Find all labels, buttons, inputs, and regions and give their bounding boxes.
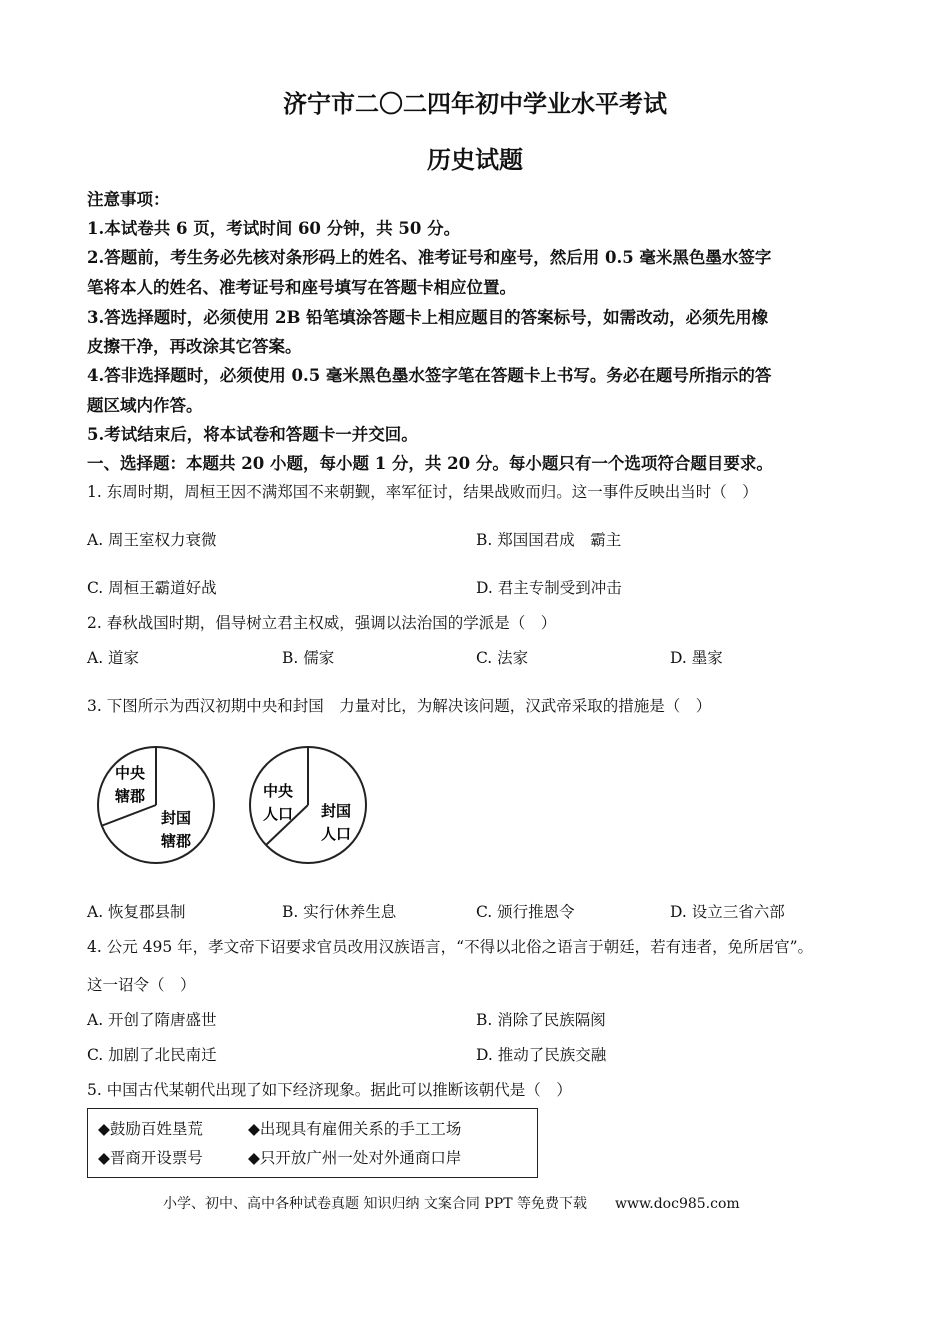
question-4-stem-cont: 这一诏令（ ） (87, 976, 196, 994)
material-item: ◆出现具有雇佣关系的手工工场 (248, 1120, 462, 1138)
question-2-stem: 2. 春秋战国时期，倡导树立君主权威，强调以法治国的学派是（ ） (87, 614, 557, 632)
pie2-label-b2: 人口 (320, 825, 352, 843)
page-footer: 小学、初中、高中各种试卷真题 知识归纳 文案合同 PPT 等免费下载 www.doc985.com (163, 1196, 740, 1212)
note-line: 皮擦干净，再改涂其它答案。 (87, 337, 302, 356)
note-line: 5.考试结束后，将本试卷和答题卡一并交回。 (87, 425, 418, 444)
pie1-label-b1: 封国 (160, 809, 192, 827)
question-2-option-d: D. 墨家 (670, 649, 723, 667)
question-3-option-d: D. 设立三省六部 (670, 903, 785, 921)
pie-central-vs-feudal-counties (98, 747, 214, 863)
note-line: 题区域内作答。 (87, 396, 203, 415)
question-2-option-b: B. 儒家 (282, 649, 335, 667)
pie2-label-a2: 人口 (262, 805, 294, 823)
question-2-option-a: A. 道家 (87, 649, 140, 667)
question-3-stem: 3. 下图所示为西汉初期中央和封国 力量对比，为解决该问题，汉武帝采取的措施是（ ） (87, 697, 712, 715)
question-3-option-a: A. 恢复郡县制 (87, 903, 186, 921)
question-1-option-a: A. 周王室权力衰微 (87, 531, 217, 549)
pie1-label-a2: 辖郡 (114, 787, 146, 805)
pie2-label-a1: 中央 (262, 782, 294, 800)
exam-subtitle: 历史试题 (427, 145, 523, 174)
note-line: 2.答题前，考生务必先核对条形码上的姓名、准考证号和座号，然后用 0.5 毫米黑色墨水签字 (87, 248, 772, 267)
question-3-option-c: C. 颁行推恩令 (476, 903, 575, 921)
material-item: ◆晋商开设票号 (98, 1149, 203, 1167)
note-line: 4.答非选择题时，必须使用 0.5 毫米黑色墨水签字笔在答题卡上书写。务必在题号所指示的答 (87, 366, 772, 385)
question-3-option-b: B. 实行休养生息 (282, 903, 397, 921)
question-1-option-b: B. 郑国国君成 霸主 (476, 531, 622, 549)
question-1-stem: 1. 东周时期，周桓王因不满郑国不来朝觐，率军征讨，结果战败而归。这一事件反映出当时（ ） (87, 483, 758, 501)
note-line: 1.本试卷共 6 页，考试时间 60 分钟，共 50 分。 (87, 219, 461, 238)
question-4-option-c: C. 加剧了北民南迁 (87, 1046, 217, 1064)
question-3-figure (90, 744, 380, 870)
section-heading: 一、选择题：本题共 20 小题，每小题 1 分，共 20 分。每小题只有一个选项符合题目要求。 (87, 454, 773, 473)
question-2-option-c: C. 法家 (476, 649, 529, 667)
pie1-label-b2: 辖郡 (160, 832, 192, 850)
pie-central-vs-feudal-population (250, 747, 366, 863)
notes-heading: 注意事项： (87, 190, 170, 209)
question-4-stem: 4. 公元 495 年，孝文帝下诏要求官员改用汉族语言，“不得以北俗之语言于朝廷，若有违者，免所居官”。 (87, 938, 814, 956)
material-item: ◆鼓励百姓垦荒 (98, 1120, 203, 1138)
pie1-label-a1: 中央 (114, 764, 146, 782)
pie2-label-b1: 封国 (320, 802, 352, 820)
question-1-option-c: C. 周桓王霸道好战 (87, 579, 217, 597)
note-line: 3.答选择题时，必须使用 2B 铅笔填涂答题卡上相应题目的答案标号，如需改动，必须先用橡 (87, 308, 769, 327)
question-4-option-b: B. 消除了民族隔阂 (476, 1011, 606, 1029)
question-4-option-a: A. 开创了隋唐盛世 (87, 1011, 217, 1029)
question-1-option-d: D. 君主专制受到冲击 (476, 579, 622, 597)
question-4-option-d: D. 推动了民族交融 (476, 1046, 607, 1064)
material-item: ◆只开放广州一处对外通商口岸 (248, 1149, 462, 1167)
note-line: 笔将本人的姓名、准考证号和座号填写在答题卡相应位置。 (87, 278, 516, 297)
exam-title: 济宁市二〇二四年初中学业水平考试 (283, 89, 667, 118)
question-5-stem: 5. 中国古代某朝代出现了如下经济现象。据此可以推断该朝代是（ ） (87, 1081, 572, 1099)
